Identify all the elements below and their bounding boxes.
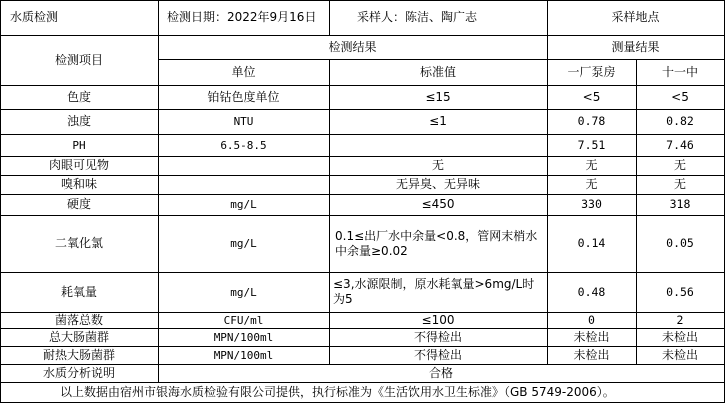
analysis-value: 合格 — [428, 365, 453, 380]
row-standard: 无异臭、无异味 — [395, 177, 480, 191]
analysis-label: 水质分析说明 — [42, 365, 115, 380]
row-site2-value: 318 — [669, 197, 691, 211]
grid-line — [547, 0, 548, 364]
row-item: 菌落总数 — [54, 312, 103, 327]
samplers: 采样人：陈洁、陶广志 — [357, 10, 478, 24]
row-site2-value: 2 — [676, 312, 684, 327]
row-unit: NTU — [233, 115, 254, 128]
row-standard: ≤1 — [429, 114, 447, 128]
row-standard: 不得检出 — [413, 329, 462, 344]
row-item: 色度 — [66, 89, 91, 104]
row-unit: CFU/ml — [223, 313, 264, 327]
row-item: 耐热大肠菌群 — [42, 347, 115, 362]
grid-line — [329, 0, 330, 35]
row-unit: mg/L — [230, 285, 257, 299]
grid-line — [724, 0, 725, 403]
unit-header: 单位 — [231, 64, 256, 79]
grid-line — [0, 382, 725, 383]
grid-line — [0, 134, 725, 135]
grid-line — [158, 0, 159, 382]
test-date: 检测日期：2022年9月16日 — [167, 10, 317, 24]
row-site2-value: 无 — [673, 177, 686, 191]
row-item: 硬度 — [66, 197, 91, 211]
row-unit: 铂钴色度单位 — [207, 89, 280, 104]
row-item: 耗氧量 — [60, 284, 97, 299]
grid-line — [636, 59, 637, 364]
grid-line — [0, 85, 725, 86]
site1-header: 一厂泵房 — [567, 64, 616, 79]
row-item: 二氧化氯 — [54, 236, 103, 250]
report-title: 水质检测 — [10, 10, 59, 24]
row-site2-value: 未检出 — [661, 329, 698, 344]
row-site2-value: 未检出 — [661, 347, 698, 362]
row-site1-value: 未检出 — [573, 329, 610, 344]
row-site1-value: 7.51 — [577, 137, 606, 152]
grid-line — [0, 272, 725, 273]
row-standard: 不得检出 — [413, 347, 462, 362]
row-site2-value: 0.82 — [666, 114, 694, 128]
row-item: 嗅和味 — [60, 177, 97, 191]
grid-line — [0, 328, 725, 329]
row-standard — [329, 134, 547, 156]
grid-line — [0, 0, 725, 1]
row-unit: MPN/100ml — [213, 330, 274, 344]
row-site1-value: 未检出 — [573, 347, 610, 362]
row-unit: mg/L — [230, 198, 257, 211]
grid-line — [0, 312, 725, 313]
row-item: 肉眼可见物 — [48, 158, 109, 172]
grid-line — [0, 109, 725, 110]
grid-line — [0, 346, 725, 347]
row-standard: 无 — [431, 158, 444, 172]
standard-header: 标准值 — [419, 64, 456, 79]
row-site1-value: 0.48 — [577, 284, 606, 299]
grid-line — [0, 156, 725, 157]
row-unit — [158, 175, 329, 194]
row-unit: mg/L — [230, 237, 257, 250]
measured-results-header: 测量结果 — [611, 39, 660, 54]
row-standard: ≤100 — [421, 312, 455, 327]
row-site2-value: 无 — [673, 158, 686, 172]
grid-line — [0, 364, 725, 365]
row-site1-value: 0.14 — [577, 236, 606, 250]
row-site2-value: 0.56 — [666, 284, 694, 299]
row-standard: ≤15 — [425, 89, 451, 104]
row-site1-value: 0.78 — [577, 114, 606, 128]
row-site1-value: <5 — [582, 89, 601, 104]
row-site1-value: 无 — [585, 158, 598, 172]
row-site1-value: 无 — [585, 177, 598, 191]
row-site1-value: 330 — [581, 197, 602, 211]
row-site2-value: 7.46 — [666, 137, 694, 152]
test-results-header: 检测结果 — [328, 39, 377, 54]
grid-line — [0, 215, 725, 216]
row-site2-value: 0.05 — [666, 236, 694, 250]
row-site2-value: <5 — [671, 89, 689, 104]
grid-line — [0, 194, 725, 195]
row-unit — [158, 156, 329, 175]
grid-line — [0, 0, 1, 403]
row-standard: 0.1≤出厂水中余量<0.8，管网末梢水中余量≥0.02 — [335, 228, 538, 258]
row-site1-value: 0 — [588, 312, 595, 327]
row-unit: MPN/100ml — [213, 348, 274, 362]
row-unit: 6.5-8.5 — [220, 138, 267, 152]
row-standard: ≤3,水源限制，原水耗氧量>6mg/L时为5 — [333, 277, 535, 306]
grid-line — [158, 59, 725, 60]
row-item: 总大肠菌群 — [48, 329, 109, 344]
test-item-header: 检测项目 — [54, 52, 103, 67]
row-standard: ≤450 — [421, 197, 455, 211]
row-item: PH — [72, 138, 86, 152]
grid-line — [0, 175, 725, 176]
row-item: 浊度 — [66, 114, 91, 128]
sampling-location-header: 采样地点 — [611, 10, 660, 24]
grid-line — [329, 59, 330, 364]
footer-note: 以上数据由宿州市银海水质检验有限公司提供，执行标准为《生活饮用水卫生标准》（GB 5749-2006）。 — [60, 384, 615, 399]
site2-header: 十一中 — [661, 64, 698, 79]
grid-line — [0, 35, 725, 36]
